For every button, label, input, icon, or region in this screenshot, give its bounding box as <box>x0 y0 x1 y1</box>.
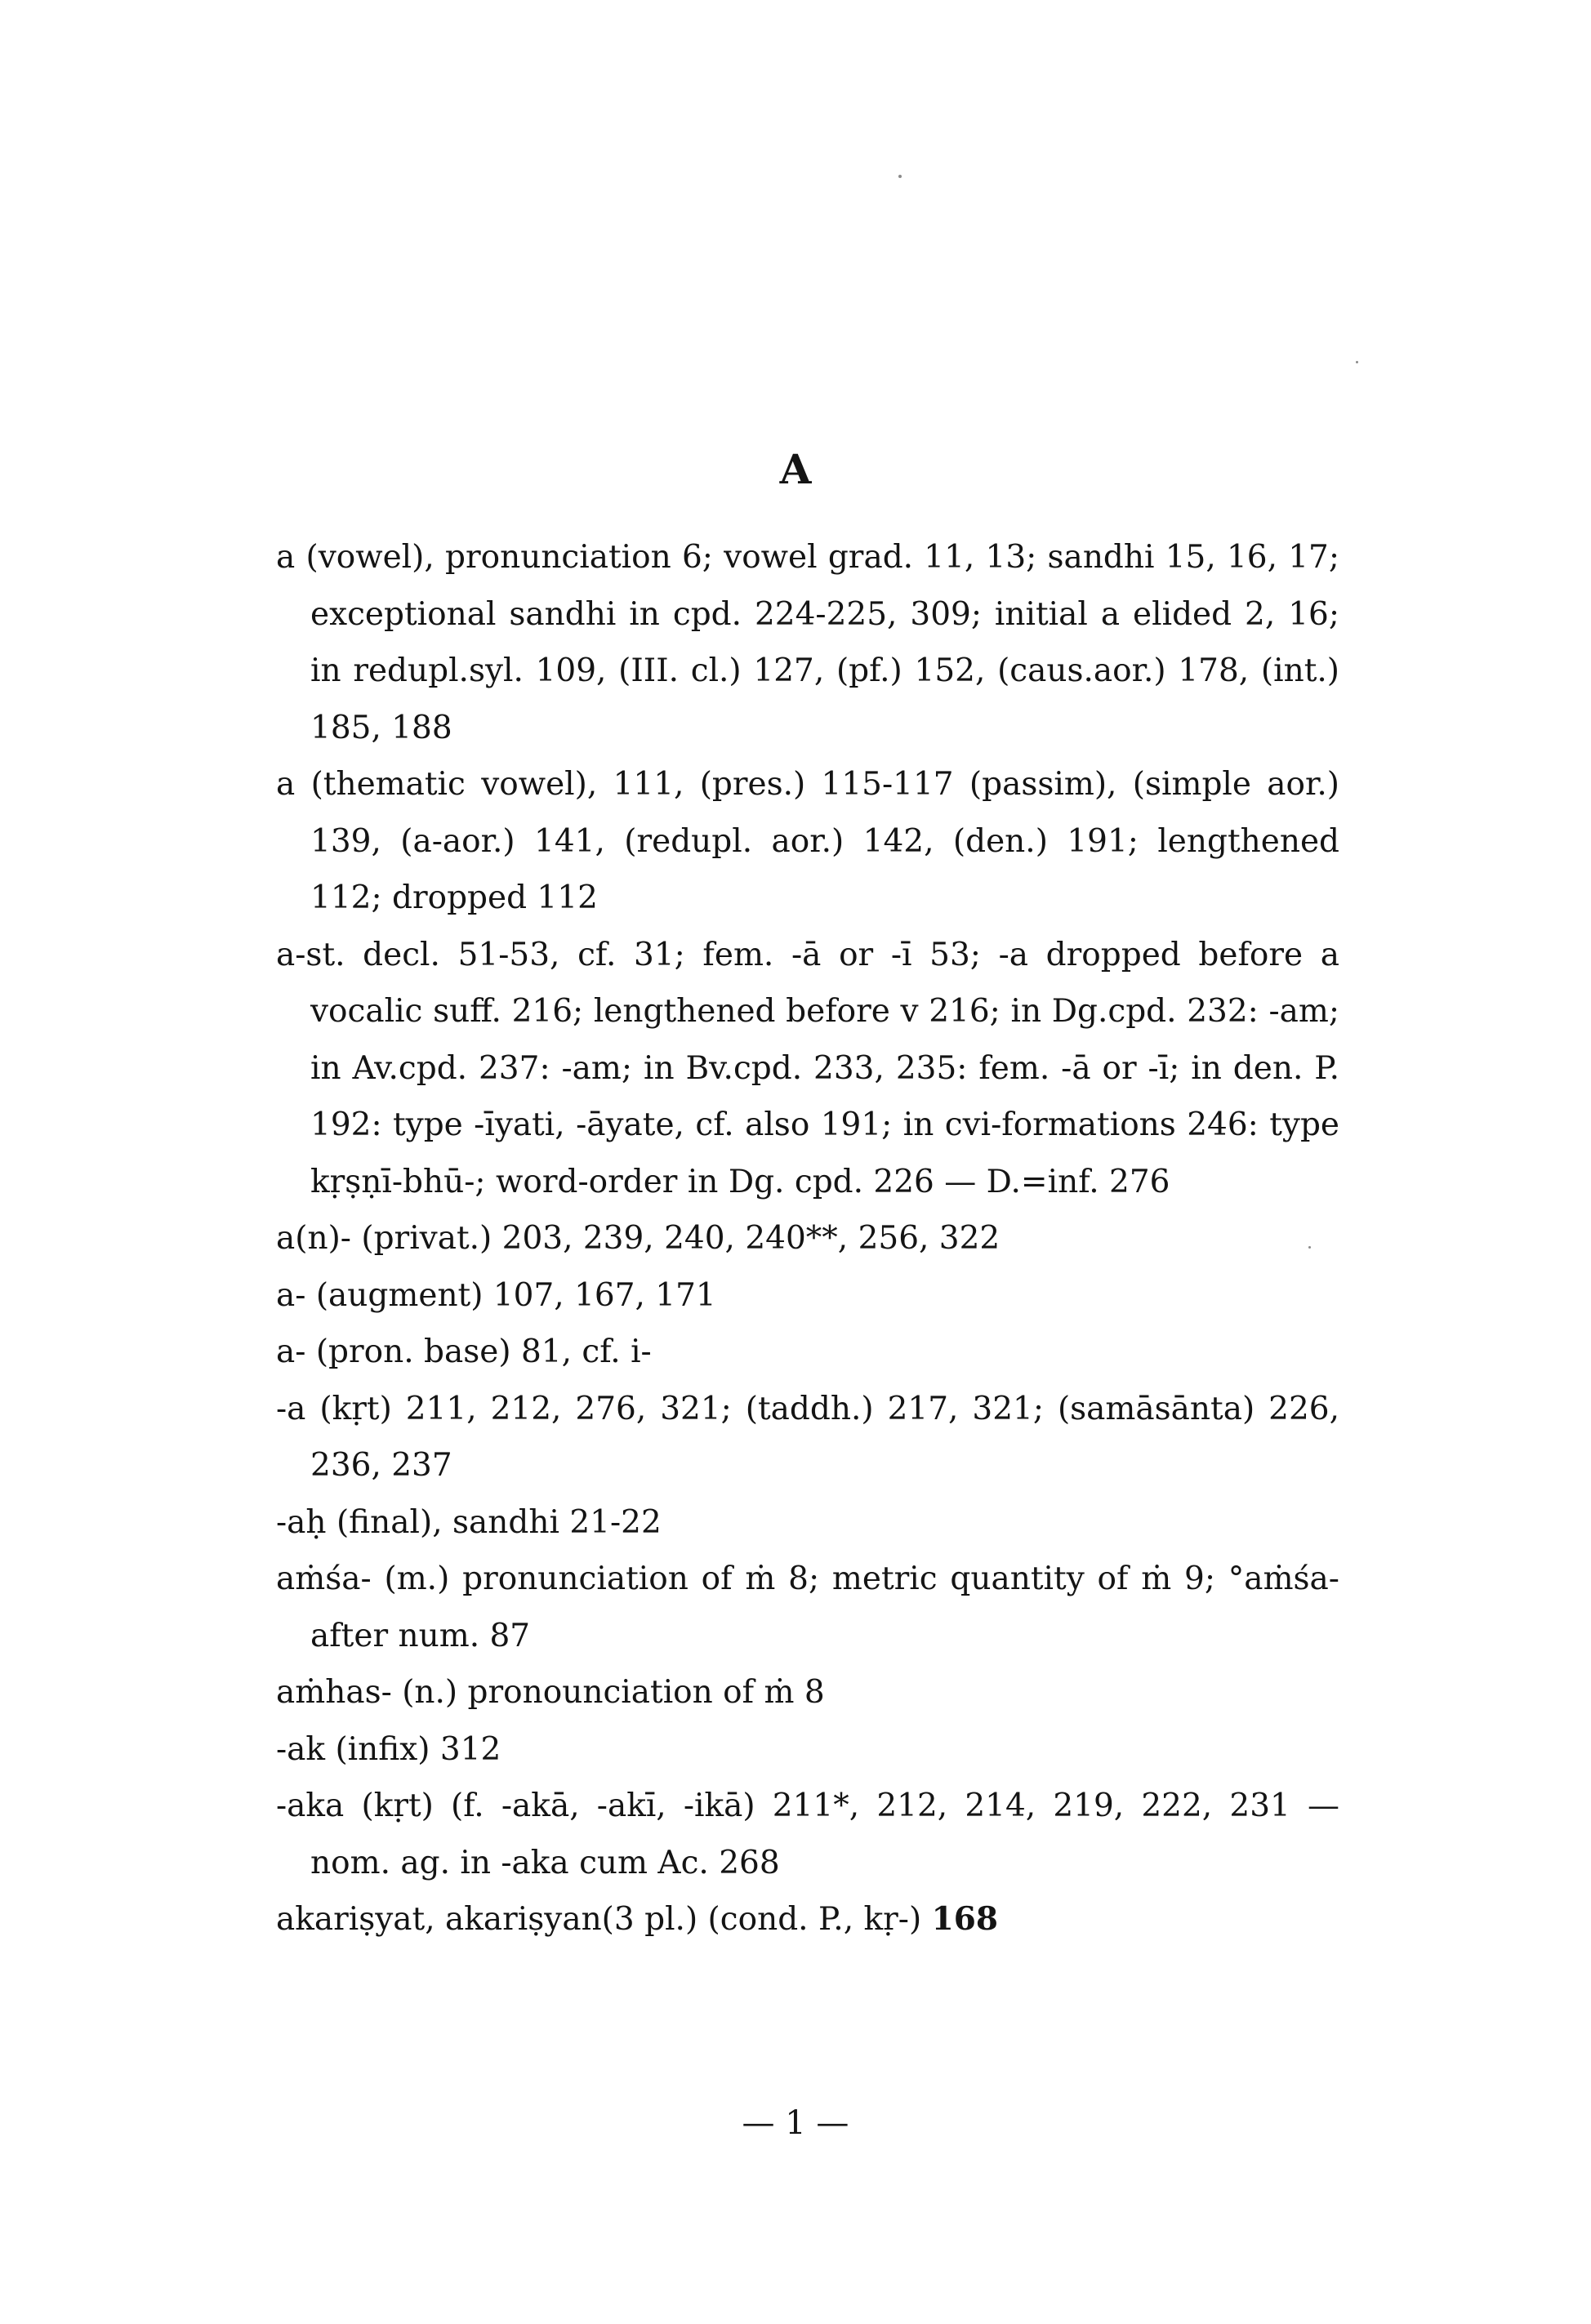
section-letter: A <box>779 445 812 493</box>
index-entry-a-augment: a- (augment) 107, 167, 171 <box>276 1276 716 1314</box>
index-entry-a-krt: -a (kṛt) 211, 212, 276, 321; (taddh.) 217, 321; (samāsānta) 226, 236, 237 <box>276 1390 1339 1484</box>
index-entry-akarisyat <box>276 1891 1339 1948</box>
index-entry-a-thematic-vowel: a (thematic vowel), 111, (pres.) 115-117 (passim), (simple aor.) 139, (a-aor.) 141, (redupl. aor.) 142, (den.) 191; lengthened 112; dropped 112 <box>276 766 1339 916</box>
index-entry-an-privat: a(n)- (privat.) 203, 239, 240, 240**, 256, 322 <box>276 1220 1001 1257</box>
index-entry-amsa: aṁśa- (m.) pronunciation of ṁ 8; metric quantity of ṁ 9; °aṁśa- after num. 87 <box>276 1560 1339 1654</box>
entry-text: akariṣyat, akariṣyan(3 pl.) (cond. P., kṛ-) <box>276 1901 922 1938</box>
index-entries <box>276 529 1339 1948</box>
index-entry-a-pron-base: a- (pron. base) 81, cf. i- <box>276 1333 652 1370</box>
page-number: — 1 — <box>742 2104 849 2142</box>
index-entry-aka-krt: -aka (kṛt) (f. -akā, -akī, -ikā) 211*, 212, 214, 219, 222, 231 — nom. ag. in -aka cum Ac. 268 <box>276 1788 1339 1881</box>
index-entry-amhas: aṁhas- (n.) pronounciation of ṁ 8 <box>276 1674 825 1711</box>
bold-page-reference: 168 <box>931 1900 998 1938</box>
index-entry-a-st-decl: a-st. decl. 51-53, cf. 31; fem. -ā or -ī 53; -a dropped before a vocalic suff. 216; lengthened before v 216; in Dg.cpd. 232: -am; in Av.cpd. 237: -am; in Bv.cpd. 233, 235: fem. -ā or -ī; in den. P. 192: type -īyati, -āyate, cf. also 191; in cvi-formations 246: type kṛṣṇī-bhū-; word-order in Dg. cpd. 226 — D.=inf. 276 <box>276 936 1339 1200</box>
index-entry-a-vowel: a (vowel), pronunciation 6; vowel grad. 11, 13; sandhi 15, 16, 17; exceptional sandhi in cpd. 224-225, 309; initial a elided 2, 16; in redupl.syl. 109, (III. cl.) 127, (pf.) 152, (caus.aor.) 178, (int.) 185, 188 <box>276 539 1339 746</box>
index-entry-ak-infix: -ak (infix) 312 <box>276 1730 501 1768</box>
index-entry-ah-final: -aḥ (final), sandhi 21-22 <box>276 1503 662 1541</box>
